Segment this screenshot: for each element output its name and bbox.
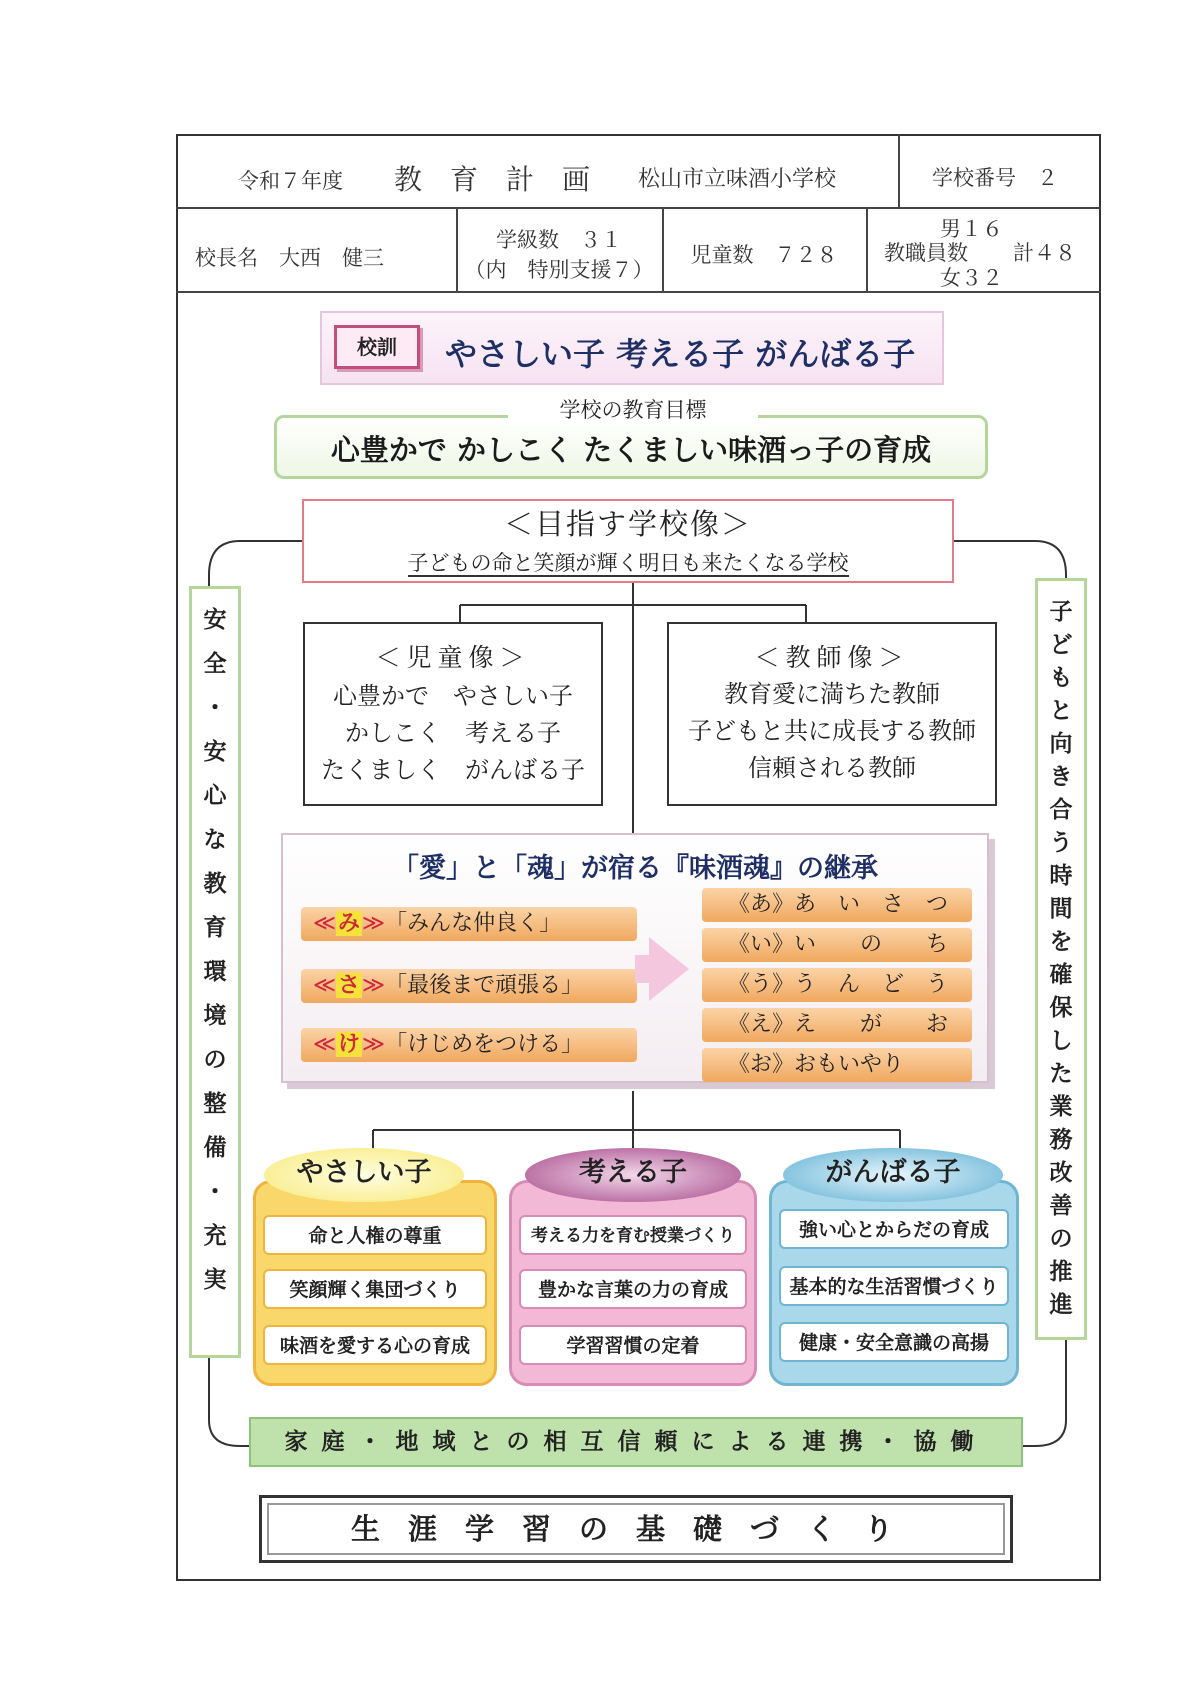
bracket-open: ≪ [313,911,337,936]
right-char: 確 [1049,962,1073,988]
class-count: 学級数 ３１ [496,228,622,252]
child-image-line: かしこく 考える子 [345,719,561,747]
right-char: き [1049,764,1073,790]
left-char: 備 [203,1135,227,1161]
left-char: 全 [203,651,227,677]
school-name: 松山市立味酒小学校 [638,167,837,192]
right-char: た [1049,1061,1073,1087]
goal-text: 心豊かで かしこく たくましい味酒っ子の育成 [330,433,932,467]
left-char: 整 [203,1091,227,1117]
spirit-left-text: 「けじめをつける」 [385,1032,584,1057]
left-char: 充 [203,1223,227,1249]
highlight-kana: み [338,911,361,936]
pillar-item: 命と人権の尊重 [263,1215,487,1255]
student-count: 児童数 ７２８ [690,243,838,267]
left-char: 心 [203,783,227,809]
right-char: 務 [1049,1127,1073,1153]
left-char: ・ [203,695,227,721]
child-image-line: 心豊かで やさしい子 [333,682,573,710]
left-char: な [203,827,227,853]
highlight-kana: け [338,1032,361,1057]
lifelong-learning-bar: 生涯学習の基礎づくり [259,1495,1013,1563]
teacher-image-line: 子どもと共に成長する教師 [688,717,976,745]
pillar-item: 強い心とからだの育成 [779,1209,1009,1249]
highlight-kana: さ [338,973,361,998]
teacher-image-box [667,622,997,806]
child-image-line: たくましく がんばる子 [321,756,585,784]
right-char: う [1049,830,1073,856]
bracket-close: ≫ [362,1032,386,1057]
left-char: 環 [203,959,227,985]
pillar-item: 考える力を育む授業づくり [519,1215,747,1255]
right-char: 改 [1049,1160,1073,1186]
left-char: ・ [203,1179,227,1205]
right-char: 子 [1049,599,1073,625]
pillar-yasashii-head: やさしい子 [264,1148,464,1202]
teacher-image-line: 教育愛に満ちた教師 [724,680,940,708]
left-char: 育 [203,915,227,941]
spirit-left-item [301,1028,637,1062]
left-side-text [193,598,237,1302]
right-char: 保 [1049,995,1073,1021]
right-side-text [1039,596,1083,1322]
right-char: 進 [1049,1292,1073,1318]
bracket-open: ≪ [313,1032,337,1057]
ideal-subtitle-text: 子どもの命と笑顔が輝く明日も来たくなる学校 [407,551,849,575]
ideal-title: ＜目指す学校像＞ [503,507,752,541]
left-char: 境 [203,1003,227,1029]
teacher-image-line: 信頼される教師 [748,754,916,782]
child-image-box [303,622,603,806]
pillar-item: 味酒を愛する心の育成 [263,1325,487,1365]
spirit-title: 「愛」と「魂」が宿る『味酒魂』の継承 [392,853,878,884]
right-char: 業 [1049,1094,1073,1120]
spirit-right-item: 《お》おもいやり [702,1048,972,1082]
pillar-item: 基本的な生活習慣づくり [779,1266,1009,1306]
ideal-subtitle [302,547,954,577]
spirit-left-text: 「みんな仲良く」 [385,911,562,936]
family-community-bar: 家庭・地域との相互信頼による連携・協働 [249,1417,1023,1467]
staff-label: 教職員数 [884,241,968,265]
right-char: 合 [1049,797,1073,823]
pillar-item: 健康・安全意識の高揚 [779,1322,1009,1362]
left-char: の [203,1047,227,1073]
right-char: ど [1049,632,1073,658]
right-char: を [1049,929,1073,955]
right-char: 時 [1049,863,1073,889]
right-char: の [1049,1226,1073,1252]
spirit-left-item [301,969,637,1003]
fiscal-year: 令和７年度 [238,169,343,193]
left-char: 実 [203,1267,227,1293]
right-char: 向 [1049,731,1073,757]
bracket-close: ≫ [362,973,386,998]
right-char: 間 [1049,896,1073,922]
document-title: 教 育 計 画 [394,163,591,196]
right-char: 善 [1049,1193,1073,1219]
pillar-kangaeru-head: 考える子 [525,1148,741,1202]
left-char: 教 [203,871,227,897]
goal-label: 学校の教育目標 [508,395,758,425]
motto-tag: 校訓 [334,325,420,369]
bracket-open: ≪ [313,973,337,998]
spirit-right-item: 《い》い の ち [702,928,972,962]
motto-text: やさしい子 考える子 がんばる子 [445,335,916,373]
pillar-item: 笑顔輝く集団づくり [263,1269,487,1309]
spirit-right-item: 《う》う ん ど う [702,968,972,1002]
teacher-image-title: ＜教師像＞ [754,643,910,672]
staff-male: 男１６ [940,217,1003,241]
pillar-item: 学習習慣の定着 [519,1325,747,1365]
staff-female: 女３２ [940,266,1003,290]
child-image-title: ＜児童像＞ [375,643,531,672]
staff-total: 計４８ [1013,241,1076,265]
left-char: 安 [203,607,227,633]
spirit-right-item: 《あ》あ い さ つ [702,888,972,922]
spirit-right-item: 《え》え が お [702,1008,972,1042]
right-char: 推 [1049,1259,1073,1285]
right-arrow-icon [649,937,689,1001]
principal-name: 校長名 大西 健三 [195,246,384,270]
spirit-left-text: 「最後まで頑張る」 [385,973,584,998]
left-char: 安 [203,739,227,765]
pillar-item: 豊かな言葉の力の育成 [519,1269,747,1309]
special-class-count: （内 特別支援７） [464,258,654,282]
spirit-left-item [301,907,637,941]
right-char: と [1049,698,1073,724]
pillar-ganbaru-head: がんばる子 [783,1148,1003,1202]
bracket-close: ≫ [362,911,386,936]
right-char: も [1049,665,1073,691]
right-char: し [1049,1028,1073,1054]
school-number: 学校番号 ２ [932,166,1058,190]
